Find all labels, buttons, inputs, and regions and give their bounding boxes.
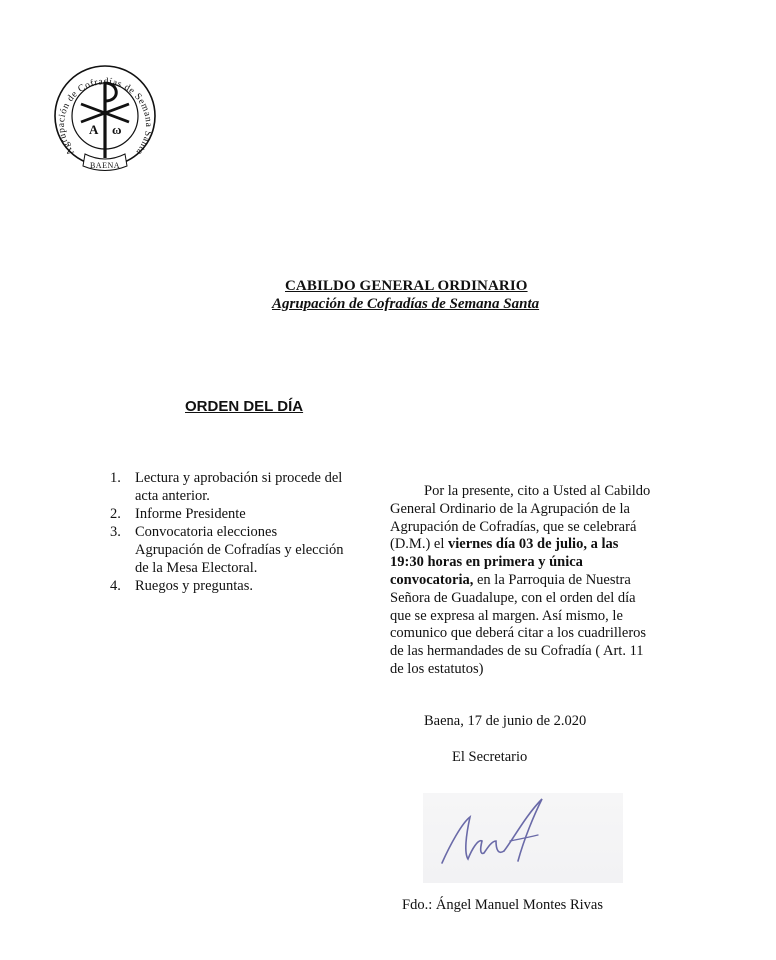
letter-text-part2: en la Parroquia de Nuestra Señora de Guadalupe, con el orden del día que se expresa al margen. Así mismo, le comunico que deberá citar a los cuadrilleros de las hermandades de su Cofradía ( Art. 11 de los estatutos): [390, 571, 647, 677]
agenda-item: [107, 523, 347, 577]
agenda-item-text: Lectura y aprobación si procede del acta anterior.: [135, 470, 343, 504]
svg-text:Agrupación de Cofradías de Sem: Agrupación de Cofradías de Semana Santa: [55, 76, 155, 158]
agenda-item-number: 3.: [110, 524, 121, 540]
agenda-item: [107, 505, 347, 523]
secretary-label: El Secretario: [452, 749, 528, 765]
agenda-item-text: Ruegos y preguntas.: [135, 578, 253, 594]
document-title: CABILDO GENERAL ORDINARIO: [285, 278, 528, 294]
agenda-item: [107, 577, 347, 595]
convocation-paragraph: [390, 483, 652, 679]
agenda-item-text: Informe Presidente: [135, 506, 246, 522]
agenda-list: [107, 469, 347, 595]
agenda-item-number: 4.: [110, 578, 121, 594]
agenda-item: [107, 469, 347, 505]
agenda-item-number: 1.: [110, 470, 121, 486]
agrupacion-seal-logo: [52, 64, 158, 176]
handwritten-signature: [430, 795, 560, 870]
document-subtitle: Agrupación de Cofradías de Semana Santa: [272, 296, 540, 312]
svg-text:A: A: [89, 122, 99, 137]
agenda-item-text: Convocatoria elecciones Agrupación de Cofradías y elección de la Mesa Electoral.: [135, 524, 344, 576]
svg-text:ω: ω: [112, 122, 122, 137]
letter-text-part1: Por la presente, cito a Usted al Cabildo General Ordinario de la Agrupación de la Agrupación de Cofradías, que se celebrará (D.M.) el: [390, 483, 651, 553]
letter-date-time-bold: viernes día 03 de julio, a las 19:30 horas en primera y única convocatoria,: [390, 536, 619, 588]
agenda-item-number: 2.: [110, 506, 121, 522]
place-date: Baena, 17 de junio de 2.020: [424, 713, 587, 729]
agenda-heading: ORDEN DEL DÍA: [185, 398, 304, 415]
signer-name: Fdo.: Ángel Manuel Montes Rivas: [402, 897, 603, 913]
svg-text:BAENA: BAENA: [89, 161, 121, 170]
